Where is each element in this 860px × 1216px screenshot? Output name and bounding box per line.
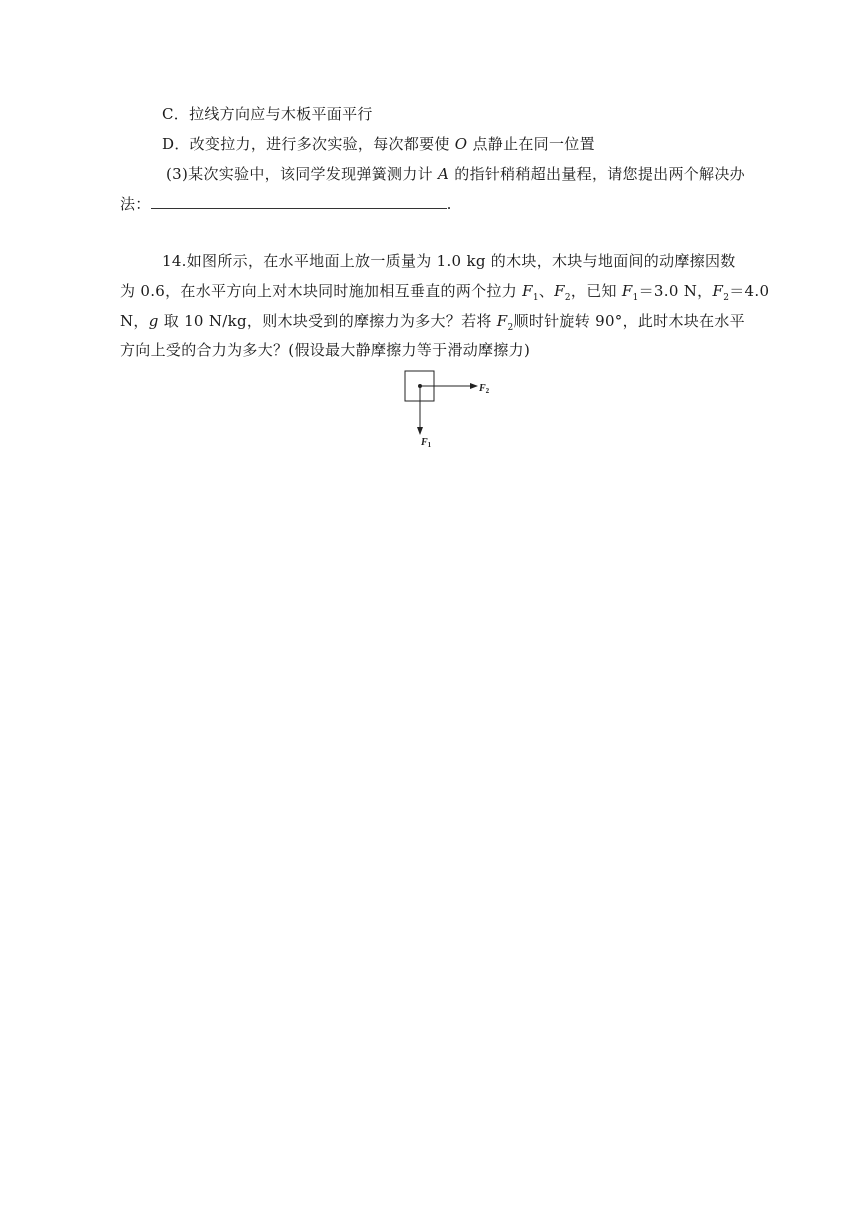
q14-val1: ＝3.0 N， [638,282,713,300]
g-symbol: g [148,312,159,330]
f1b-subscript: 1 [632,293,639,303]
question-14-line-3 [120,311,745,338]
force-diagram [396,368,506,458]
q14-mid: ，已知 [570,282,622,300]
question-14-line-1: 14.如图所示，在水平地面上放一质量为 1.0 kg 的木块，木块与地面间的动摩擦因数 [162,252,736,270]
option-d-prefix: D．改变拉力，进行多次实验，每次都要使 [162,135,455,153]
f2b-symbol: F [712,282,724,300]
q3-line2-end: . [446,195,452,213]
q3-prefix: (3)某次实验中，该同学发现弹簧测力计 [166,165,439,183]
f2c-symbol: F [496,312,508,330]
question-3-line-2 [120,194,452,214]
q3-var-a: A [438,165,450,183]
q3-suffix: 的指针稍稍超出量程，请您提出两个解决办 [449,165,745,183]
q3-line2-prefix: 法： [120,195,151,213]
label-f2: $F_2$ [479,383,490,395]
answer-blank[interactable] [151,194,447,209]
option-d [162,134,595,154]
f2-symbol: F [554,282,565,300]
f2-subscript: 2 [564,293,571,303]
q14-val2: ＝4.0 [729,282,770,300]
option-d-suffix: 点静止在同一位置 [467,135,595,153]
question-3-line-1 [166,164,745,184]
q14-line3-mid: 取 10 N/kg，则木块受到的摩擦力为多大？若将 [158,312,497,330]
point-o: O [454,135,468,153]
q14-sep: 、 [538,282,555,300]
f1-symbol: F [522,282,533,300]
f1-subscript: 1 [532,293,539,303]
f1b-symbol: F [621,282,633,300]
force-diagram-svg [396,368,506,458]
f2c-subscript: 2 [507,323,514,333]
label-f1: $F_1$ [421,437,432,449]
f2b-subscript: 2 [723,293,730,303]
question-14-line-4: 方向上受的合力为多大？(假设最大静摩擦力等于滑动摩擦力) [120,341,531,359]
q14-line2-prefix: 为 0.6，在水平方向上对木块同时施加相互垂直的两个拉力 [120,282,523,300]
q14-line3-prefix: N， [120,312,149,330]
option-c: C．拉线方向应与木板平面平行 [162,105,373,123]
q14-line3-suffix: 顺时针旋转 90°，此时木块在水平 [513,312,745,330]
question-14-line-2 [120,281,769,308]
